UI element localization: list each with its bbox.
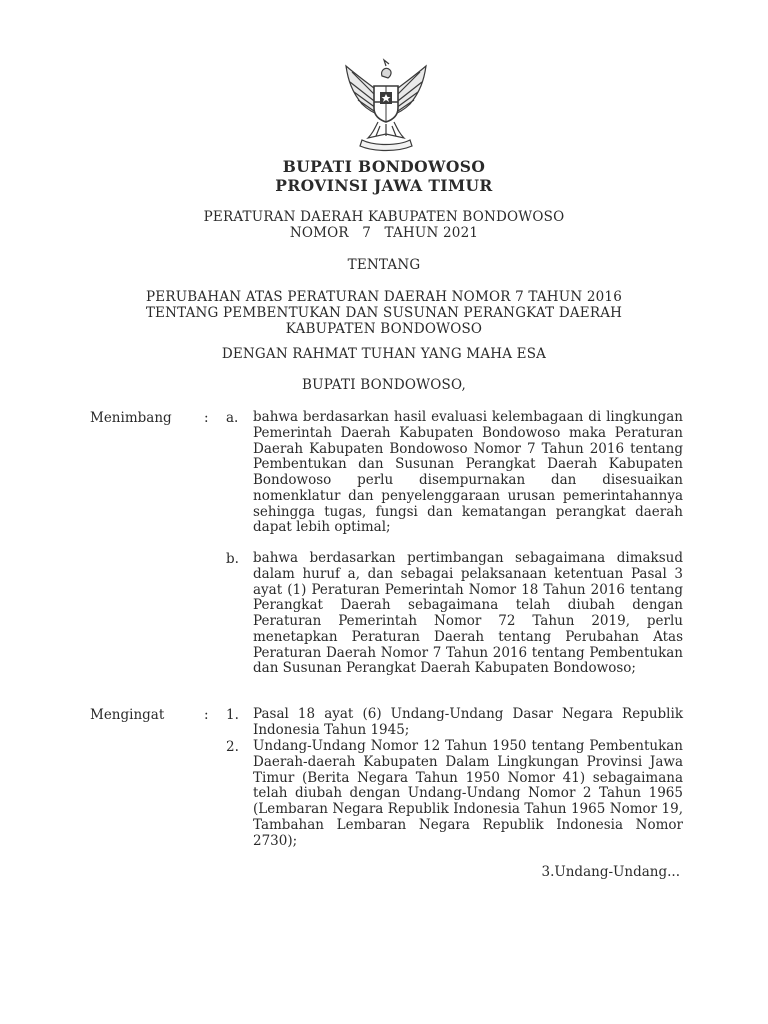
menimbang-item-a-text: bahwa berdasarkan hasil evaluasi kelembagaan di lingkungan Pemerintah Daerah Kabupaten Bondowoso maka Peraturan Daerah Kabupaten Bondowoso Nomor 7 Tahun 2016 tentang Pembentukan dan Susunan Perangkat Daerah Kabupaten Bondowoso perlu disempurnakan dan disesuaikan nomenklatur dan penyelenggaraan urusan pemerintahannya sehingga tugas, fungsi dan kematangan perangkat daerah dapat lebih optimal; [253, 409, 683, 536]
mengingat-label: Mengingat [90, 707, 165, 723]
page-continuation: 3.Undang-Undang... [541, 864, 680, 880]
mengingat-item-1-text: Pasal 18 ayat (6) Undang-Undang Dasar Negara Republik Indonesia Tahun 1945; [253, 706, 683, 738]
subject-line-3: KABUPATEN BONDOWOSO [285, 321, 483, 337]
header-line-1: BUPATI BONDOWOSO [282, 157, 486, 176]
subject-line-1: PERUBAHAN ATAS PERATURAN DAERAH NOMOR 7 TAHUN 2016 [146, 289, 622, 305]
menimbang-colon: : [204, 410, 209, 426]
menimbang-item-b-mark: b. [226, 551, 239, 567]
menimbang-item-a-mark: a. [226, 410, 239, 426]
mengingat-item-2-mark: 2. [226, 739, 239, 755]
menimbang-item-b-text: bahwa berdasarkan pertimbangan sebagaimana dimaksud dalam huruf a, dan sebagai pelaksanaan ketentuan Pasal 3 ayat (1) Peraturan Pemerintah Nomor 18 Tahun 2016 tentang Perangkat Daerah sebagaimana telah diubah dengan Peraturan Pemerintah Nomor 72 Tahun 2019, perlu menetapkan Peraturan Daerah tentang Perubahan Atas Peraturan Daerah Nomor 7 Tahun 2016 tentang Pembentukan dan Susunan Perangkat Daerah Kabupaten Bondowoso; [253, 550, 683, 677]
garuda-emblem-icon [334, 56, 438, 152]
tentang-heading: TENTANG [347, 257, 421, 273]
mengingat-item-1-mark: 1. [226, 707, 239, 723]
regulation-number: NOMOR 7 TAHUN 2021 [289, 225, 479, 241]
header-line-2: PROVINSI JAWA TIMUR [275, 176, 493, 195]
blessing-line: DENGAN RAHMAT TUHAN YANG MAHA ESA [221, 346, 547, 362]
authority-line: BUPATI BONDOWOSO, [302, 377, 466, 393]
mengingat-item-2-text: Undang-Undang Nomor 12 Tahun 1950 tentang Pembentukan Daerah-daerah Kabupaten Dalam Lingkungan Provinsi Jawa Timur (Berita Negara Tahun 1950 Nomor 41) sebagaimana telah diubah dengan Undang-Undang Nomor 2 Tahun 1965 (Lembaran Negara Republik Indonesia Tahun 1965 Nomor 19, Tambahan Lembaran Negara Republik Indonesia Nomor 2730); [253, 738, 683, 849]
menimbang-label: Menimbang [90, 410, 172, 426]
subject-line-2: TENTANG PEMBENTUKAN DAN SUSUNAN PERANGKAT DAERAH [145, 305, 623, 321]
regulation-type: PERATURAN DAERAH KABUPATEN BONDOWOSO [203, 209, 565, 225]
mengingat-colon: : [204, 707, 209, 723]
